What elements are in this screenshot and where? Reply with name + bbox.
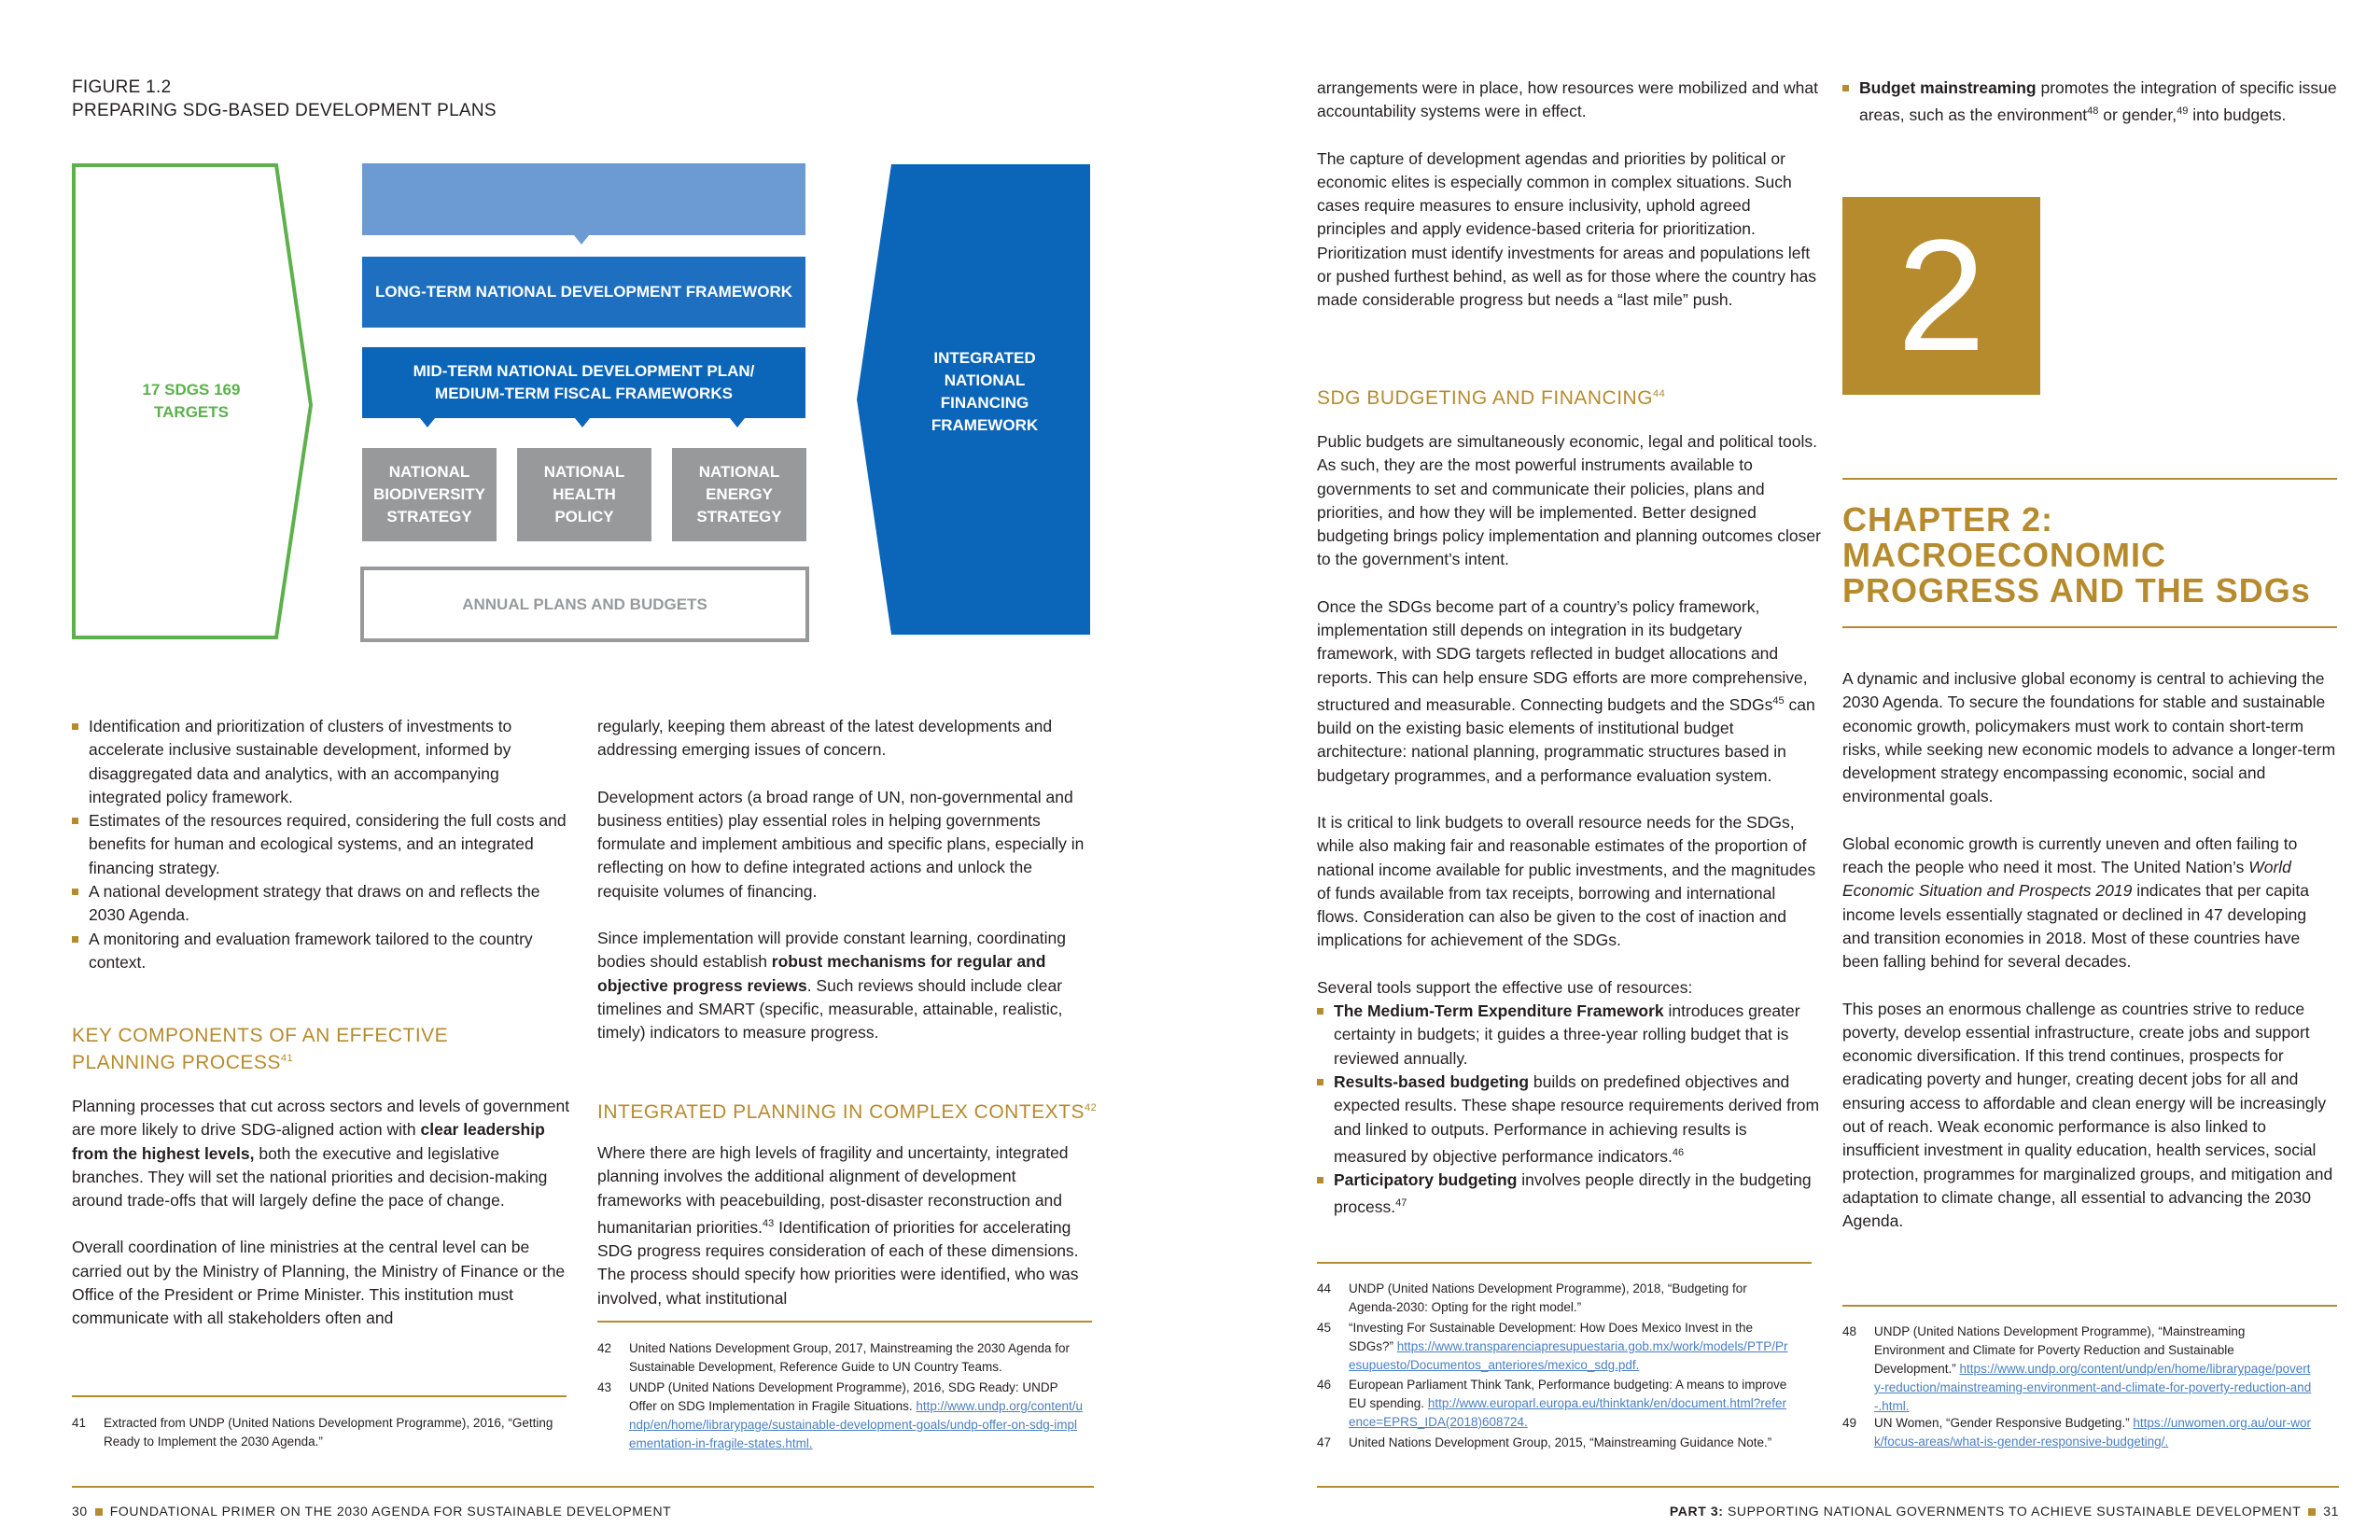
page-footer-left — [72, 1504, 671, 1519]
list-item: Budget mainstreaming promotes the integration of specific issue areas, such as the environment$^{48}$ or gender,$^{49}$ into budgets. — [1842, 77, 2337, 127]
list-item: A monitoring and evaluation framework tailored to the country context. — [72, 928, 567, 975]
paragraph: Where there are high levels of fragility and uncertainty, integrated planning involves the additional alignment of development frameworks with peacebuilding, post-disaster reconstruction and humanitarian priorities.$^{43}$ Identification of priorities for accelerating SDG progress requires consideration of each of these dimensions. The process should specify how priorities were identified, who was involved, what institutional — [597, 1143, 1079, 1308]
list-item: Estimates of the resources required, considering the full costs and benefits for human and ecological systems, and an integrated financing strategy. — [72, 809, 567, 880]
arrow-down-1 — [574, 235, 589, 245]
sdgs-label: 17 SDGS 169 TARGETS — [142, 381, 241, 421]
page-number: 31 — [2323, 1504, 2339, 1519]
publication-title: FOUNDATIONAL PRIMER ON THE 2030 AGENDA FOR SUSTAINABLE DEVELOPMENT — [109, 1504, 672, 1519]
arrow-down-2 — [420, 418, 435, 427]
paragraph: Several tools support the effective use of resources: — [1317, 977, 1693, 997]
biodiversity-strategy-box: NATIONAL BIODIVERSITY STRATEGY — [362, 448, 497, 541]
chapter-text — [1842, 667, 2337, 1234]
list-item: Results-based budgeting builds on predefined objectives and expected results. These shape resource requirements derived from and linked to outputs. Performance in achieving results is measured by objective performance indicators.$^{46}$ — [1317, 1071, 1821, 1169]
heading-complex-contexts: INTEGRATED PLANNING IN COMPLEX CONTEXTS$^{42}$ — [597, 1101, 1098, 1123]
footnote-45: 45 “Investing For Sustainable Development: How Does Mexico Invest in the SDGs?” https://www.transparenciapresupuestaria.gob.mx/work/models/PTP/Presupuesto/Documentos_anteriores/mexico_sdg.pdf. — [1317, 1321, 1788, 1372]
footnote-link[interactable]: https://www.transparenciapresupuestaria.gob.mx/work/models/PTP/Presupuesto/Documentos_anteriores/mexico_sdg.pdf. — [1349, 1339, 1788, 1372]
footnote-46: 46 European Parliament Think Tank, Performance budgeting: A means to improve EU spending. http://www.europarl.europa.eu/thinktank/en/document.html?reference=EPRS_IDA(2018)608724. — [1317, 1378, 1787, 1429]
paragraph: regularly, keeping them abreast of the latest developments and addressing emerging issues of concern. — [597, 717, 1053, 760]
paragraph: Overall coordination of line ministries at the central level can be carried out by the Ministry of Planning, the Ministry of Finance or the Office of the President or Prime Minister. This institution must communicate with all stakeholders often and — [72, 1238, 566, 1328]
footnote-link[interactable]: http://www.undp.org/content/undp/en/home/librarypage/sustainable-development-goals/undp-offer-on-sdg-implementation-in-fragile-states.html. — [629, 1399, 1084, 1450]
footnote-42: 42 United Nations Development Group, 2017, Mainstreaming the 2030 Agenda for Sustainable Development, Reference Guide to UN Country Teams. — [597, 1341, 1071, 1374]
heading-key-components: KEY COMPONENTS OF AN EFFECTIVE PLANNING PROCESS$^{41}$ — [72, 1025, 449, 1073]
figure-number: FIGURE 1.2 — [72, 77, 172, 97]
list-item: Participatory budgeting involves people directly in the budgeting process.$^{47}$ — [1317, 1169, 1821, 1219]
footnote-link[interactable]: https://www.undp.org/content/undp/en/home/librarypage/poverty-reduction/mainstreaming-environment-and-climate-for-poverty-reduction-and-.html. — [1874, 1362, 2312, 1413]
paragraph: It is critical to link budgets to overall resource needs for the SDGs, while also making fair and reasonable estimates of the proportion of national income available for public investments, and the magnitudes of funds available from tax receipts, borrowing and international flows. Consideration can also be given to the cost of inaction and implications for achievement of the SDGs. — [1317, 812, 1816, 950]
arrow-down-4 — [730, 418, 745, 427]
paragraph: A dynamic and inclusive global economy is central to achieving the 2030 Agenda. To secure the foundations for stable and sustainable economic growth, policymakers must work to contain short-term risks, while seeking new economic models to advance a longer-term development strategy encompassing economic, social and environmental goals. — [1842, 669, 2336, 806]
right-column-3 — [1317, 77, 1821, 313]
chapter-title: CHAPTER 2: MACROECONOMIC PROGRESS AND THE SDGs — [1842, 500, 2311, 609]
arrow-down-3 — [575, 418, 590, 427]
footer-rule — [72, 1486, 1094, 1488]
chapter-rule-top — [1842, 478, 2337, 480]
inff-label: INTEGRATED NATIONAL FINANCING FRAMEWORK — [931, 349, 1039, 434]
right-column-4-top — [1842, 77, 2337, 127]
paragraph: Once the SDGs become part of a country’s policy framework, implementation still depends on integration in its budgetary framework, with SDG targets reflected in budget allocations and reports. This can help ensure SDG efforts are more comprehensive, structured and measurable. Connecting budgets and the SDGs$^{45}$ can build on the existing basic elements of institutional budget architecture: national planning, programmatic structures based in budgetary programmes, and a performance evaluation system. — [1317, 596, 1815, 785]
long-term-framework-box: LONG-TERM NATIONAL DEVELOPMENT FRAMEWORK — [362, 257, 805, 328]
heading-sdg-budgeting: SDG BUDGETING AND FINANCING$^{44}$ — [1317, 387, 1666, 409]
footnote-48: 48 UNDP (United Nations Development Programme), “Mainstreaming Environment and Climate for Poverty Reduction and Sustainable Development.” https://www.undp.org/content/undp/en/home/librarypage/poverty-reduction/mainstreaming-environment-and-climate-for-poverty-reduction-and-.html. — [1842, 1324, 2312, 1413]
figure-title: PREPARING SDG-BASED DEVELOPMENT PLANS — [72, 101, 497, 120]
chapter-number-block — [1842, 197, 2040, 395]
footnote-rule — [597, 1321, 1092, 1323]
page-footer-right — [1670, 1504, 2339, 1519]
footnote-47: 47 United Nations Development Group, 2015, “Mainstreaming Guidance Note.” — [1317, 1435, 1772, 1449]
paragraph: arrangements were in place, how resources were mobilized and what accountability systems were in effect. — [1317, 78, 1818, 121]
footnote-link[interactable]: https://unwomen.org.au/our-work/focus-areas/what-is-gender-responsive-budgeting/. — [1874, 1416, 2311, 1449]
health-policy-box: NATIONAL HEALTH POLICY — [517, 448, 651, 541]
complex-contexts-text — [597, 1141, 1097, 1310]
chapter-number: 2 — [1897, 207, 1986, 385]
paragraph: The capture of development agendas and priorities by political or economic elites is especially common in complex situations. Such cases require measures to ensure inclusivity, uphold agreed principles and apply evidence-based criteria for prioritization. Prioritization must identify investments for areas and populations left or pushed furthest behind, as well as for those where the country has made considerable progress but needs a “last mile” push. — [1317, 148, 1817, 310]
chapter-rule-bottom — [1842, 626, 2337, 628]
left-column-1 — [72, 715, 567, 974]
top-blank-box — [362, 163, 805, 235]
footnote-link[interactable]: http://www.europarl.europa.eu/thinktank/en/document.html?reference=EPRS_IDA(2018)608724. — [1349, 1396, 1787, 1429]
key-components-text — [72, 1095, 571, 1331]
paragraph: Planning processes that cut across sectors and levels of government are more likely to drive SDG-aligned action with clear leadership from the highest levels, both the executive and legislative branches. They will set the national priorities and decision-making around trade-offs that will largely define the pace of change. — [72, 1097, 570, 1211]
footnote-49: 49 UN Women, “Gender Responsive Budgeting.” https://unwomen.org.au/our-work/focus-areas/what-is-gender-responsive-budgeting/. — [1842, 1416, 2311, 1449]
energy-strategy-box: NATIONAL ENERGY STRATEGY — [672, 448, 806, 541]
budgeting-text — [1317, 430, 1821, 1219]
figure-diagram — [0, 0, 1120, 653]
footnote-44: 44 UNDP (United Nations Development Programme), 2018, “Budgeting for Agenda-2030: Opting for the right model.” — [1317, 1281, 1747, 1314]
part-label: PART 3: — [1669, 1504, 1724, 1519]
planning-bullet-list — [72, 715, 567, 974]
paragraph: This poses an enormous challenge as countries strive to reduce poverty, develop essential infrastructure, create jobs and support economic diversification. If this trend continues, prospects for eradicating poverty and hunger, creating decent jobs for all and ensuring access to affordable and clean energy will be increasingly out of reach. Weak economic performance is also linked to insufficient investment in quality education, health services, social protection, programmes for marginalized groups, and mitigation and adaptation to climate change, all essential to advancing the 2030 Agenda. — [1842, 999, 2333, 1231]
mainstreaming-bullet — [1842, 77, 2337, 127]
paragraph: Development actors (a broad range of UN, non-governmental and business entities) play essential roles in helping governments formulate and implement ambitious and specific plans, especially in reflecting on how to define integrated actions and unlock the requisite volumes of financing. — [597, 787, 1085, 901]
footnote-41: 41 Extracted from UNDP (United Nations Development Programme), 2016, “Getting Ready to Implement the 2030 Agenda.” — [72, 1416, 553, 1449]
footnote-rule — [1317, 1262, 1812, 1264]
mid-term-plan-box: MID-TERM NATIONAL DEVELOPMENT PLAN/ MEDIUM-TERM FISCAL FRAMEWORKS — [362, 347, 805, 418]
list-item: A national development strategy that draws on and reflects the 2030 Agenda. — [72, 880, 567, 928]
paragraph: Public budgets are simultaneously economic, legal and political tools. As such, they are the most powerful instruments available to governments to set and communicate their policies, plans and priorities, and how they will be implemented. Better designed budgeting brings policy implementation and planning outcomes closer to the government’s intent. — [1317, 432, 1821, 569]
left-column-2 — [597, 715, 1097, 1045]
list-item: Identification and prioritization of clusters of investments to accelerate inclusive sustainable development, informed by disaggregated data and analytics, with an accompanying integrated policy framework. — [72, 715, 567, 809]
footnote-rule — [72, 1395, 567, 1397]
paragraph: Global economic growth is currently uneven and often failing to reach the people who need it most. The United Nation’s World Economic Situation and Prospects 2019 indicates that per capita income levels essentially stagnated or declined in 47 developing and transition economies in 2018. Most of these countries have been falling behind for several decades. — [1842, 833, 2310, 972]
footer-rule — [1317, 1486, 2339, 1488]
list-item: The Medium-Term Expenditure Framework introduces greater certainty in budgets; it guides a three-year rolling budget that is reviewed annually. — [1317, 1000, 1821, 1071]
annual-plans-box: ANNUAL PLANS AND BUDGETS — [360, 567, 809, 642]
page-number: 30 — [72, 1504, 88, 1519]
footnote-43: 43 UNDP (United Nations Development Programme), 2016, SDG Ready: UNDP Offer on SDG Implementation in Fragile Situations. http://www.undp.org/content/undp/en/home/librarypage/sustainable-development-goals/undp-offer-on-sdg-implementation-in-fragile-states.html. — [597, 1380, 1084, 1450]
part-title: SUPPORTING NATIONAL GOVERNMENTS TO ACHIEVE SUSTAINABLE DEVELOPMENT — [1723, 1504, 2302, 1519]
paragraph: Since implementation will provide constant learning, coordinating bodies should establish robust mechanisms for regular and objective progress reviews. Such reviews should include clear timelines and SMART (specific, measurable, attainable, realistic, timely) indicators to measure progress. — [597, 929, 1066, 1043]
tools-bullet-list — [1317, 1000, 1821, 1219]
footnote-rule — [1842, 1305, 2337, 1307]
